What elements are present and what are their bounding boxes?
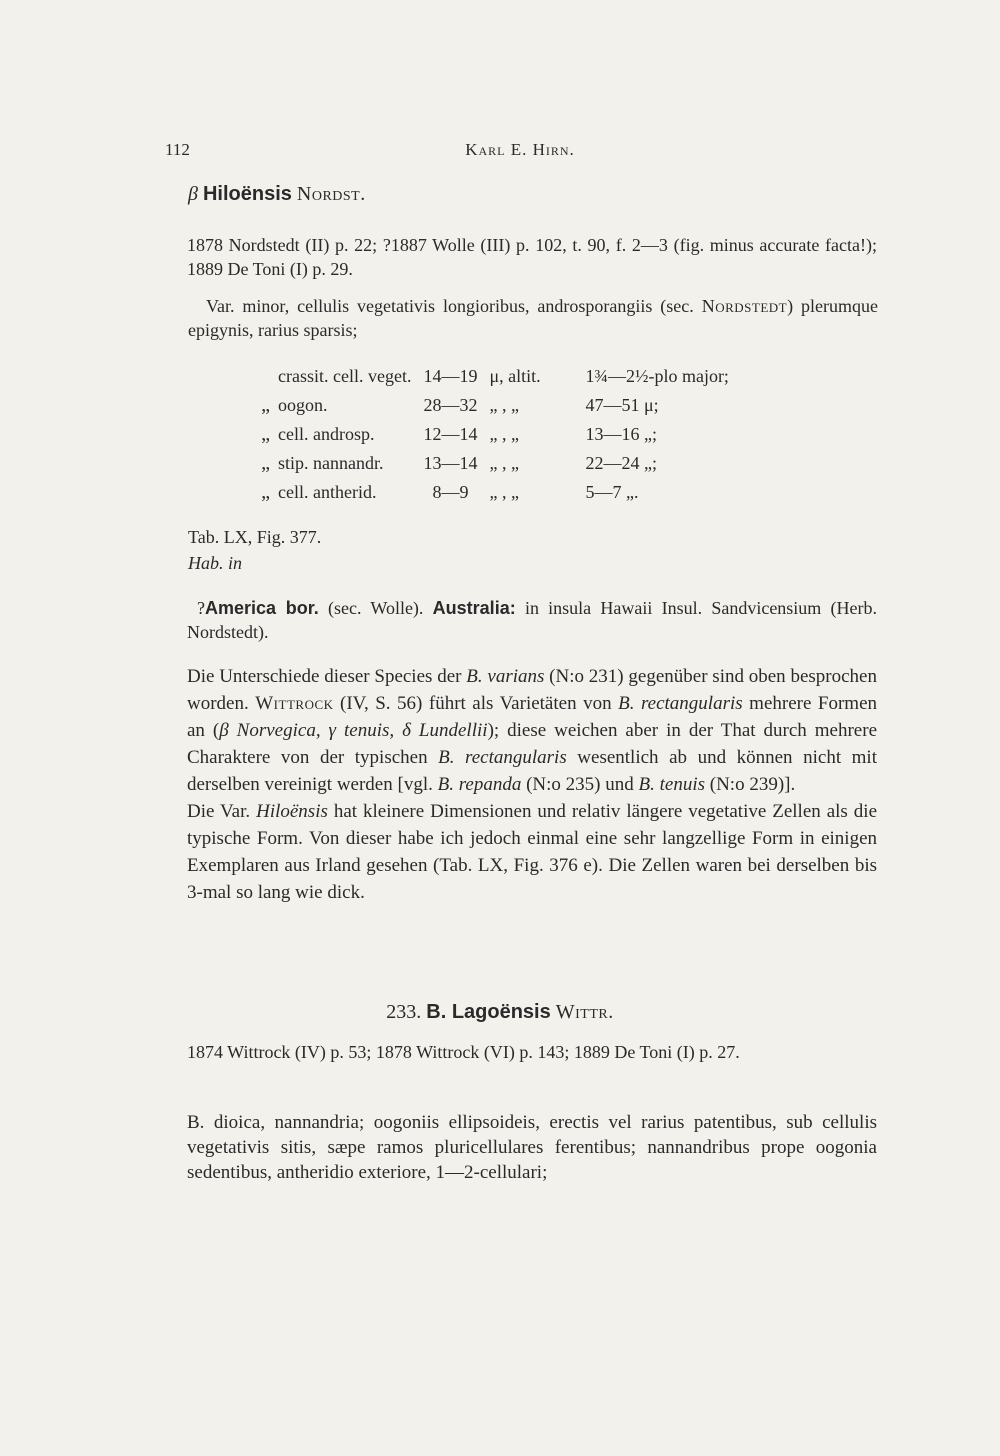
text-run: Wittrock: [255, 693, 334, 714]
running-head: [165, 140, 875, 166]
species-diagnosis-text: B. dioica, nannandria; oogoniis ellipsoideis, erectis vel rarius patentibus, sub cellulis vegetativis sitis, sæpe ramos pluricellulares ferentibus; nannandribus prope oogonia sedentibus, antheridio exteriore, 1—2-cellulari;: [187, 1112, 877, 1183]
measurement-row: [230, 362, 849, 391]
measurement-unit: „ , „: [489, 453, 519, 473]
measurement-label: crassit. cell. veget.: [278, 366, 412, 386]
measurement-row: [230, 478, 849, 507]
text-run: Die Unterschiede dieser Species der: [187, 666, 467, 687]
distribution-region-america: America bor.: [205, 598, 319, 618]
measurement-mult: 5—7 „.: [585, 482, 639, 502]
variety-heading: [188, 182, 878, 206]
text-run: β Norvegica, γ tenuis, δ Lundellii: [219, 720, 488, 741]
species-author: Wittr.: [555, 1001, 614, 1023]
distribution-text-australia: in insula Hawaii Insul. Sandvicensium (Herb. Nordstedt).: [187, 598, 878, 642]
variety-author: Nordst.: [296, 183, 366, 205]
discussion: [187, 663, 877, 906]
text-run: ); diese weichen aber in der That durch mehrere Charaktere von der typischen: [187, 720, 878, 768]
text-run: mehrere Formen an (: [187, 693, 878, 741]
habitat-label: Hab. in: [188, 553, 242, 573]
measurement-label: cell. androsp.: [278, 424, 375, 444]
distribution: [187, 596, 877, 644]
discussion-paragraph-1: [187, 663, 877, 798]
distribution-region-australia: Australia:: [432, 598, 516, 618]
text-run: (N:o 231) gegenüber sind oben besprochen worden.: [187, 666, 877, 714]
measurement-unit: μ, altit.: [489, 366, 541, 386]
variety-greek-letter: β: [188, 183, 198, 205]
text-run: Hiloënsis: [256, 801, 328, 822]
measurement-mult: 47—51 μ;: [585, 395, 659, 415]
measurement-ditto: „: [261, 423, 270, 445]
measurement-value: 14—19: [423, 366, 478, 386]
plate-reference: Tab. LX, Fig. 377.: [188, 527, 322, 547]
variety-diagnosis: [188, 294, 878, 342]
text-run: wesentlich ab und können nicht mit derselben vereinigt werden [vgl.: [187, 747, 877, 795]
distribution-query: ?: [197, 598, 205, 618]
measurement-unit: „ , „: [489, 482, 519, 502]
distribution-text-america: (sec. Wolle).: [328, 598, 424, 618]
discussion-paragraph-2: [187, 798, 877, 906]
diagnosis-author: Nordstedt: [701, 296, 788, 316]
page-number: 112: [165, 140, 190, 159]
measurement-unit: „ , „: [489, 395, 519, 415]
text-run: (N:o 235) und: [521, 774, 639, 795]
text-run: B. rectangularis: [438, 747, 567, 768]
variety-references-text: 1878 Nordstedt (II) p. 22; ?1887 Wolle (III) p. 102, t. 90, f. 2—3 (fig. minus accurate facta!); 1889 De Toni (I) p. 29.: [187, 235, 877, 279]
measurement-value: 13—14: [423, 453, 478, 473]
measurement-row: [230, 449, 849, 478]
text-run: B. varians: [466, 666, 545, 687]
measurement-ditto: „: [261, 452, 270, 474]
measurement-mult: 1¾—2½-plo major;: [585, 366, 729, 386]
measurement-mult: 13—16 „;: [585, 424, 657, 444]
diagnosis-text-b: ) plerumque epigynis, rarius sparsis;: [188, 296, 879, 340]
measurement-ditto: [230, 362, 274, 391]
species-name: B. Lagoënsis: [426, 1001, 551, 1023]
running-title: Karl E. Hirn.: [465, 140, 575, 159]
measurement-mult: 22—24 „;: [585, 453, 657, 473]
species-number: 233.: [386, 1001, 422, 1023]
measurement-table: [230, 362, 849, 507]
species-references-text: 1874 Wittrock (IV) p. 53; 1878 Wittrock (VI) p. 143; 1889 De Toni (I) p. 27.: [187, 1042, 740, 1062]
text-run: (N:o 239)].: [705, 774, 796, 795]
measurement-ditto: „: [261, 481, 270, 503]
measurement-row: [230, 420, 849, 449]
measurement-label: oogon.: [278, 395, 328, 415]
variety-references: [187, 233, 877, 281]
species-references: [187, 1040, 877, 1064]
diagnosis-text-a: Var. minor, cellulis vegetativis longioribus, androsporangiis (sec.: [206, 296, 694, 316]
species-heading: [0, 1000, 1000, 1024]
measurement-ditto: „: [261, 394, 270, 416]
species-diagnosis: [187, 1110, 877, 1185]
text-run: hat kleinere Dimensionen und relativ längere vegetative Zellen als die typische Form. Von dieser habe ich jedoch einmal eine sehr langzellige Form in einigen Exemplaren aus Irland gesehen (Tab. LX, Fig. 376 e). Die Zellen waren bei derselben bis 3-mal so lang wie dick.: [187, 801, 877, 903]
text-run: B. repanda: [437, 774, 522, 795]
measurement-value: 8—9: [432, 482, 469, 502]
measurement-label: cell. antherid.: [278, 482, 377, 502]
text-run: (IV, S. 56) führt als Varietäten von: [333, 693, 619, 714]
text-run: B. rectangularis: [618, 693, 743, 714]
measurement-label: stip. nannandr.: [278, 453, 384, 473]
variety-name: Hiloënsis: [202, 183, 292, 205]
measurement-value: 28—32: [423, 395, 478, 415]
measurement-unit: „ , „: [489, 424, 519, 444]
text-run: Die Var.: [187, 801, 257, 822]
measurement-value: 12—14: [423, 424, 478, 444]
text-run: B. tenuis: [638, 774, 705, 795]
measurement-row: [230, 391, 849, 420]
